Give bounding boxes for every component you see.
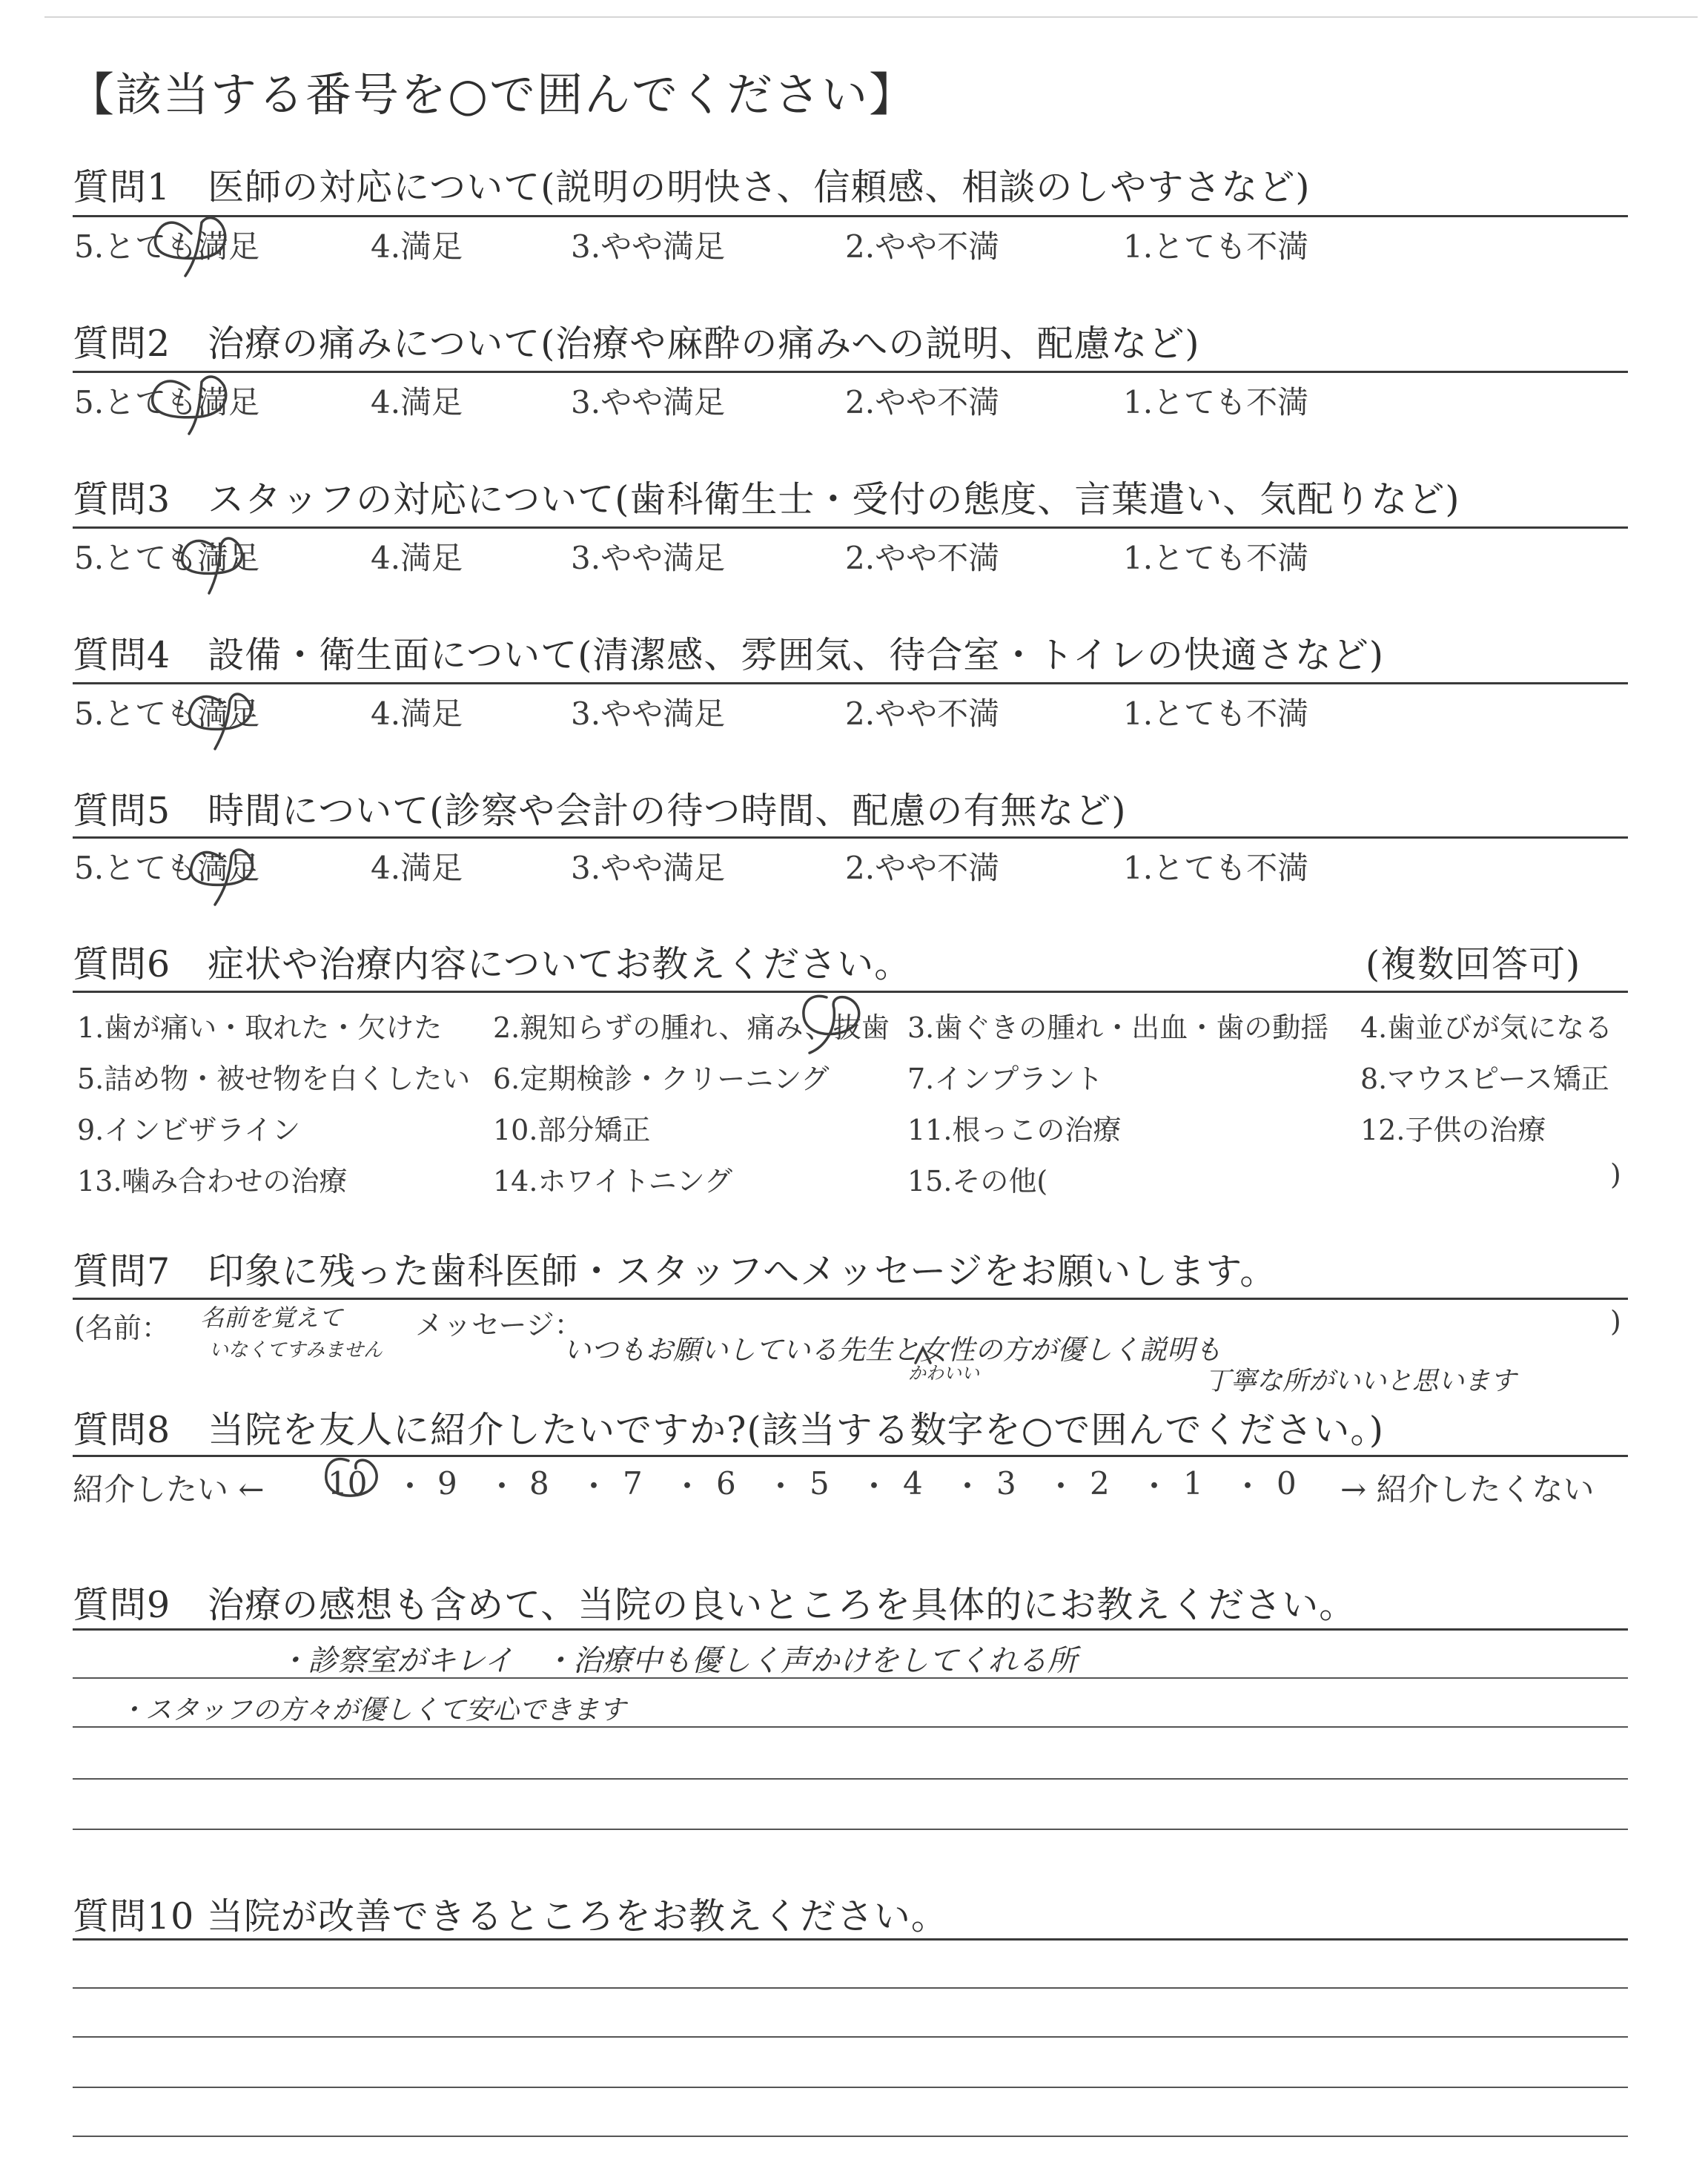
page-top-edge: [44, 16, 1698, 18]
q3-title: 質問3 スタッフの対応について(歯科衛生士・受付の態度、言葉遣い、気配りなど): [73, 478, 1460, 521]
q8-scale-0[interactable]: 0: [1277, 1465, 1297, 1502]
q6-option-5[interactable]: 5.詰め物・被せ物を白くしたい: [77, 1063, 471, 1095]
q10-answer-line: [73, 2036, 1628, 2038]
q6-option-15[interactable]: 15.その他(: [907, 1165, 1048, 1198]
q3-option-5[interactable]: 5.とても満足: [74, 540, 260, 576]
q8-dot: ・: [765, 1468, 797, 1505]
q8-scale-8[interactable]: 8: [529, 1465, 549, 1502]
q8-left-label: 紹介したい ←: [73, 1471, 265, 1507]
q5-option-5[interactable]: 5.とても満足: [74, 850, 260, 886]
q2-option-1[interactable]: 1.とても不満: [1123, 384, 1309, 420]
q6-other-close-paren: ): [1610, 1158, 1621, 1191]
q3-rule: [73, 526, 1628, 529]
q8-title: 質問8 当院を友人に紹介したいですか?(該当する数字を○で囲んでください。): [73, 1409, 1384, 1451]
q8-scale-9[interactable]: 9: [437, 1465, 457, 1502]
q7-message-label: メッセージ：: [415, 1309, 583, 1341]
q8-dot: ・: [486, 1468, 518, 1505]
q9-title: 質問9 治療の感想も含めて、当院の良いところを具体的にお教えください。: [73, 1584, 1357, 1626]
q4-option-1[interactable]: 1.とても不満: [1123, 696, 1309, 732]
q1-rule: [73, 215, 1628, 217]
q6-option-3[interactable]: 3.歯ぐきの腫れ・出血・歯の動揺: [907, 1011, 1329, 1044]
q1-option-1[interactable]: 1.とても不満: [1123, 228, 1309, 265]
q4-title: 質問4 設備・衛生面について(清潔感、雰囲気、待合室・トイレの快適さなど): [73, 634, 1384, 676]
q9-handwritten-line-2: ・スタッフの方々が優しくて安心できます: [119, 1695, 626, 1725]
q6-option-10[interactable]: 10.部分矯正: [493, 1114, 651, 1146]
q6-option-14[interactable]: 14.ホワイトニング: [493, 1165, 733, 1198]
q10-rule: [73, 1938, 1628, 1941]
q6-option-13[interactable]: 13.噛み合わせの治療: [77, 1165, 348, 1198]
q7-handwritten-name-2: いなくてすみません: [209, 1339, 383, 1361]
q3-option-4[interactable]: 4.満足: [371, 540, 463, 576]
q2-option-4[interactable]: 4.満足: [371, 384, 463, 420]
q5-option-1[interactable]: 1.とても不満: [1123, 850, 1309, 886]
q2-rule: [73, 371, 1628, 373]
q6-rule: [73, 991, 1628, 993]
q8-dot: ・: [394, 1468, 426, 1505]
q9-handwritten-line-1: ・診察室がキレイ ・治療中も優しく声かけをしてくれる所: [278, 1644, 1077, 1678]
q2-option-5[interactable]: 5.とても満足: [74, 384, 260, 420]
q9-rule: [73, 1628, 1628, 1631]
q6-option-11[interactable]: 11.根っこの治療: [907, 1114, 1122, 1146]
q6-option-12[interactable]: 12.子供の治療: [1360, 1114, 1546, 1146]
q8-scale-3[interactable]: 3: [996, 1465, 1016, 1502]
q7-name-label: (名前：: [74, 1312, 170, 1344]
q8-dot: ・: [1045, 1468, 1077, 1505]
q4-rule: [73, 682, 1628, 684]
q5-option-4[interactable]: 4.満足: [371, 850, 463, 886]
q6-option-6[interactable]: 6.定期検診・クリーニング: [493, 1063, 830, 1095]
q8-right-label: → 紹介したくない: [1340, 1471, 1595, 1507]
q3-option-2[interactable]: 2.やや不満: [845, 540, 1000, 576]
q8-dot: ・: [952, 1468, 984, 1505]
q4-option-5[interactable]: 5.とても満足: [74, 696, 260, 732]
q8-dot: ・: [672, 1468, 704, 1505]
q6-option-8[interactable]: 8.マウスピース矯正: [1360, 1063, 1609, 1095]
q5-option-3[interactable]: 3.やや満足: [571, 850, 726, 886]
q4-option-2[interactable]: 2.やや不満: [845, 696, 1000, 732]
q1-title: 質問1 医師の対応について(説明の明快さ、信頼感、相談のしやすさなど): [73, 166, 1311, 208]
q6-option-9[interactable]: 9.インビザライン: [77, 1114, 301, 1146]
q8-scale-1[interactable]: 1: [1183, 1465, 1203, 1502]
q8-scale-6[interactable]: 6: [716, 1465, 736, 1502]
q6-option-1[interactable]: 1.歯が痛い・取れた・欠けた: [77, 1011, 443, 1044]
q8-dot: ・: [1139, 1468, 1171, 1505]
q10-title: 質問10 当院が改善できるところをお教えください。: [73, 1895, 948, 1938]
q2-option-3[interactable]: 3.やや満足: [571, 384, 726, 420]
q6-title: 質問6 症状や治療内容についてお教えください。: [73, 943, 912, 985]
q1-option-2[interactable]: 2.やや不満: [845, 228, 1000, 265]
q8-dot: ・: [1232, 1468, 1264, 1505]
q6-option-7[interactable]: 7.インプラント: [907, 1063, 1104, 1095]
q6-option-2[interactable]: 2.親知らずの腫れ、痛み、抜歯: [493, 1011, 890, 1044]
q5-title: 質問5 時間について(診察や会計の待つ時間、配慮の有無など): [73, 790, 1127, 832]
q3-option-1[interactable]: 1.とても不満: [1123, 540, 1309, 576]
q3-option-3[interactable]: 3.やや満足: [571, 540, 726, 576]
q1-option-3[interactable]: 3.やや満足: [571, 228, 726, 265]
q8-scale-10[interactable]: 10: [328, 1465, 368, 1502]
q5-rule: [73, 836, 1628, 839]
q8-scale-7[interactable]: 7: [623, 1465, 643, 1502]
q7-title: 質問7 印象に残った歯科医師・スタッフへメッセージをお願いします。: [73, 1250, 1277, 1292]
q7-close-paren: ): [1610, 1305, 1621, 1338]
q6-note: (複数回答可): [1366, 943, 1581, 985]
q8-scale-4[interactable]: 4: [903, 1465, 923, 1502]
q7-handwritten-message-2: 丁寧な所がいいと思います: [1205, 1367, 1517, 1396]
q7-handwritten-message-1: いつもお願いしている先生と女性の方が優しく説明も: [563, 1334, 1222, 1366]
q8-rule: [73, 1455, 1628, 1457]
q6-option-4[interactable]: 4.歯並びが気になる: [1360, 1011, 1613, 1044]
q7-handwritten-name-1: 名前を覚えて: [200, 1304, 343, 1332]
page-heading: 【該当する番号を○で囲んでください】: [68, 67, 917, 122]
q8-scale-2[interactable]: 2: [1090, 1465, 1110, 1502]
q2-title: 質問2 治療の痛みについて(治療や麻酔の痛みへの説明、配慮など): [73, 323, 1200, 365]
q10-answer-line: [73, 2136, 1628, 2137]
q1-option-5[interactable]: 5.とても満足: [74, 228, 260, 265]
q2-option-2[interactable]: 2.やや不満: [845, 384, 1000, 420]
q7-handwritten-message-insert: かわいい: [908, 1363, 979, 1384]
q5-option-2[interactable]: 2.やや不満: [845, 850, 1000, 886]
q10-answer-line: [73, 1987, 1628, 1989]
q4-option-4[interactable]: 4.満足: [371, 696, 463, 732]
q1-option-4[interactable]: 4.満足: [371, 228, 463, 265]
q10-answer-line: [73, 2087, 1628, 2088]
q9-answer-line: [73, 1778, 1628, 1780]
q9-answer-line: [73, 1829, 1628, 1830]
q8-dot: ・: [578, 1468, 610, 1505]
q8-dot: ・: [858, 1468, 890, 1505]
q8-scale-5[interactable]: 5: [810, 1465, 830, 1502]
q4-option-3[interactable]: 3.やや満足: [571, 696, 726, 732]
